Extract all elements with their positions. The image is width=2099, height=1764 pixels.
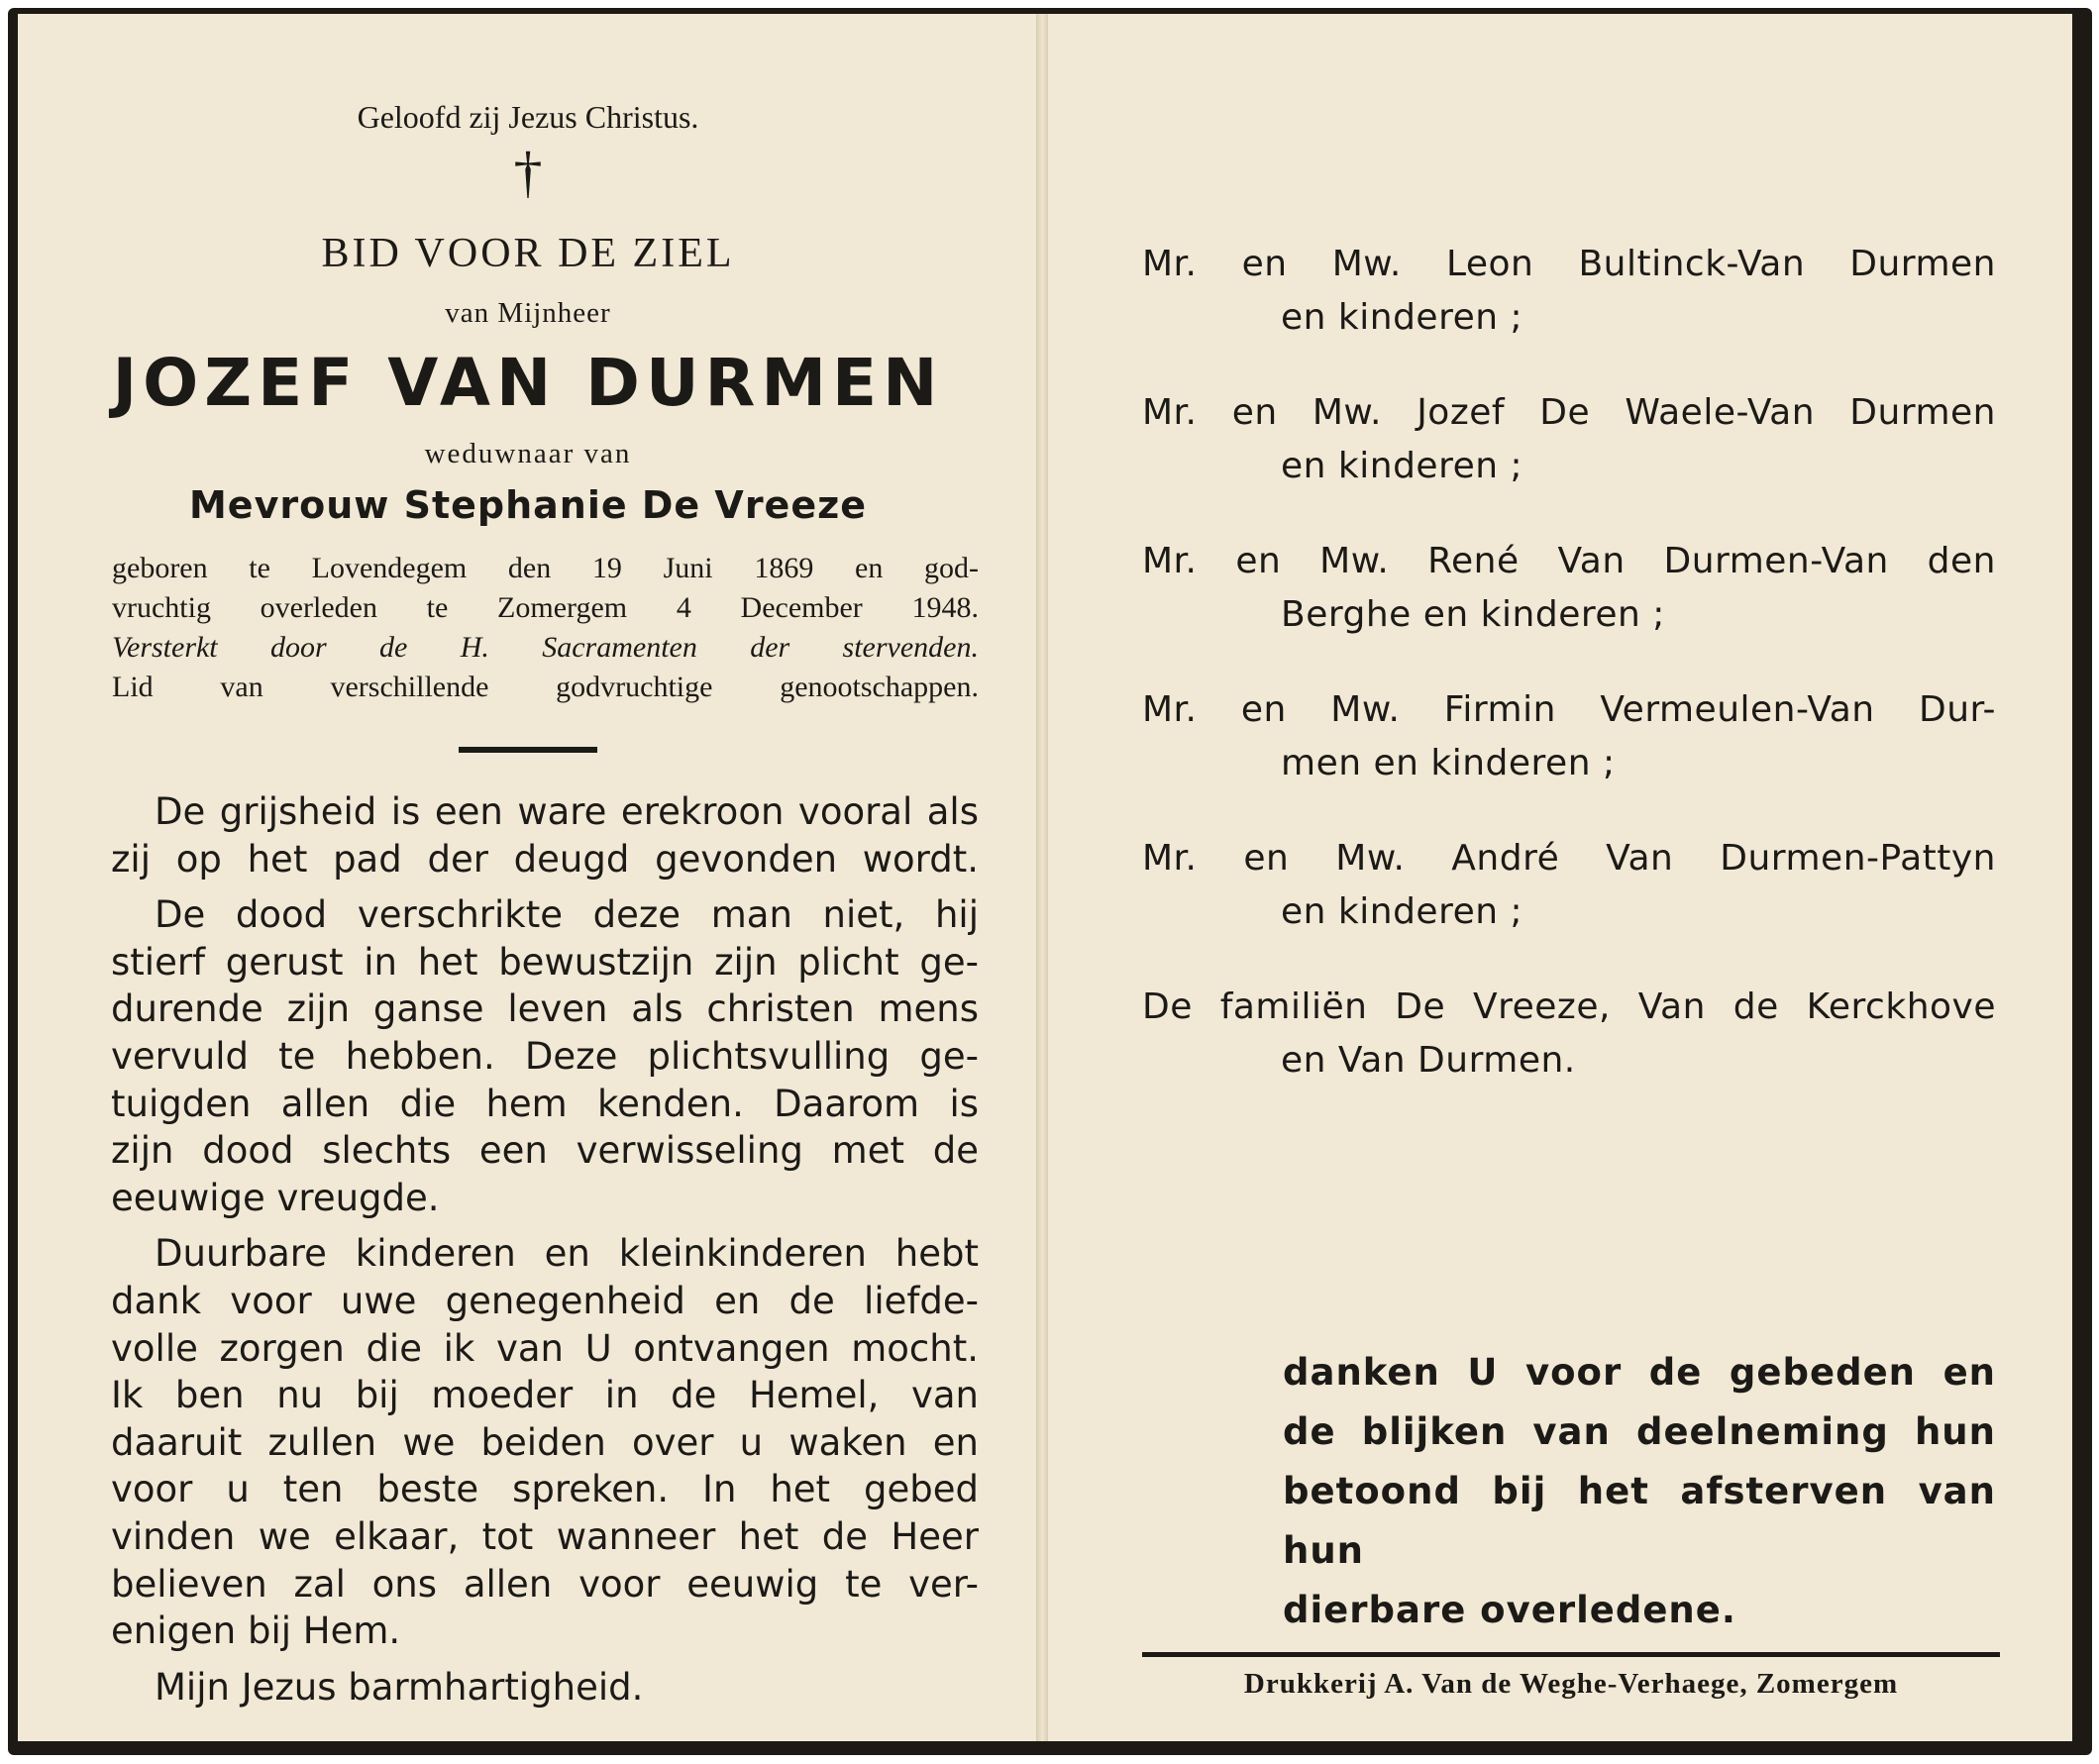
family-line: en kinderen ; bbox=[1281, 891, 1523, 932]
thanks-text bbox=[1283, 1343, 1996, 1640]
thanks-line: danken U voor de gebeden en bbox=[1283, 1351, 1996, 1394]
fact-line: Versterkt door de H. Sacramenten der stervenden. bbox=[112, 631, 979, 664]
text-line: believen zal ons allen voor eeuwig te ver- bbox=[111, 1562, 979, 1606]
family-entry bbox=[1142, 535, 1996, 642]
thanks-line: dierbare overledene. bbox=[1283, 1589, 1736, 1631]
family-entry bbox=[1142, 683, 1996, 790]
family-line: men en kinderen ; bbox=[1281, 743, 1616, 783]
family-entry bbox=[1142, 238, 1996, 345]
printer-imprint: Drukkerij A. Van de Weghe-Verhaege, Zomergem bbox=[1243, 1668, 1899, 1700]
widower-text: weduwnaar van bbox=[424, 438, 632, 469]
text-line: Mijn Jezus barmhartigheid. bbox=[155, 1665, 644, 1709]
family-line: Mr. en Mw. André Van Durmen-Pattyn bbox=[1142, 838, 1996, 879]
family-line: en Van Durmen. bbox=[1281, 1040, 1576, 1081]
text-line: vervuld te hebben. Deze plichtsvulling ge- bbox=[111, 1034, 979, 1078]
text-line: vinden we elkaar, tot wanneer het de Heer bbox=[111, 1514, 979, 1558]
thanks-line: betoond bij het afsterven van hun bbox=[1283, 1470, 1996, 1572]
header-text: Geloofd zij Jezus Christus. bbox=[357, 99, 699, 135]
of-sir-text: van Mijnheer bbox=[445, 297, 611, 329]
thanks-line: de blijken van deelneming hun bbox=[1283, 1410, 1996, 1453]
right-page bbox=[1048, 14, 2072, 1741]
text-line: tuigden allen die hem kenden. Daarom is bbox=[111, 1082, 979, 1125]
text-line: De grijsheid is een ware erekroon vooral als bbox=[155, 790, 979, 833]
fact-line: geboren te Lovendegem den 19 Juni 1869 en god- bbox=[112, 552, 979, 584]
prayer-heading: BID VOOR DE ZIEL bbox=[321, 231, 735, 276]
life-facts bbox=[112, 549, 979, 707]
deceased-name: JOZEF VAN DURMEN bbox=[112, 345, 944, 421]
fact-line: Lid van verschillende godvruchtige genootschappen. bbox=[112, 671, 979, 703]
family-line: en kinderen ; bbox=[1281, 297, 1523, 338]
text-line: Ik ben nu bij moeder in de Hemel, van bbox=[111, 1374, 979, 1417]
separator-bar bbox=[459, 747, 597, 753]
family-line: Berghe en kinderen ; bbox=[1281, 594, 1665, 635]
family-line: Mr. en Mw. Leon Bultinck-Van Durmen bbox=[1142, 244, 1996, 284]
family-line: en kinderen ; bbox=[1281, 446, 1523, 486]
family-line: Mr. en Mw. Jozef De Waele-Van Durmen bbox=[1142, 392, 1996, 433]
family-line: Mr. en Mw. Firmin Vermeulen-Van Dur- bbox=[1142, 689, 1996, 730]
text-line: zijn dood slechts een verwisseling met de bbox=[111, 1129, 979, 1173]
left-page bbox=[18, 14, 1038, 1741]
family-line: De familiën De Vreeze, Van de Kerckhove bbox=[1142, 986, 1996, 1027]
family-line: Mr. en Mw. René Van Durmen-Van den bbox=[1142, 541, 1996, 581]
fact-line: vruchtig overleden te Zomergem 4 December 1948. bbox=[112, 591, 979, 624]
text-line: zij op het pad der deugd gevonden wordt. bbox=[111, 837, 979, 881]
text-line: daaruit zullen we beiden over u waken en bbox=[111, 1420, 979, 1464]
family-entry bbox=[1142, 386, 1996, 493]
text-line: dank voor uwe genegenheid en de liefde- bbox=[111, 1279, 979, 1322]
family-entry bbox=[1142, 832, 1996, 939]
text-line: volle zorgen die ik van U ontvangen mocht. bbox=[111, 1326, 979, 1370]
family-entry bbox=[1142, 981, 1996, 1088]
text-line: enigen bij Hem. bbox=[111, 1609, 401, 1653]
text-line: durende zijn ganse leven als christen mens bbox=[111, 987, 979, 1031]
text-line: eeuwige vreugde. bbox=[111, 1176, 440, 1219]
text-line: stierf gerust in het bewustzijn zijn plicht ge- bbox=[111, 940, 979, 984]
text-line: voor u ten beste spreken. In het gebed bbox=[111, 1468, 979, 1511]
memorial-text bbox=[111, 788, 979, 1711]
spouse-name: Mevrouw Stephanie De Vreeze bbox=[188, 483, 867, 527]
text-line: De dood verschrikte deze man niet, hij bbox=[155, 893, 979, 937]
footer-rule bbox=[1142, 1652, 2000, 1657]
text-line: Duurbare kinderen en kleinkinderen hebt bbox=[155, 1232, 979, 1276]
cross-icon: † bbox=[513, 140, 543, 204]
